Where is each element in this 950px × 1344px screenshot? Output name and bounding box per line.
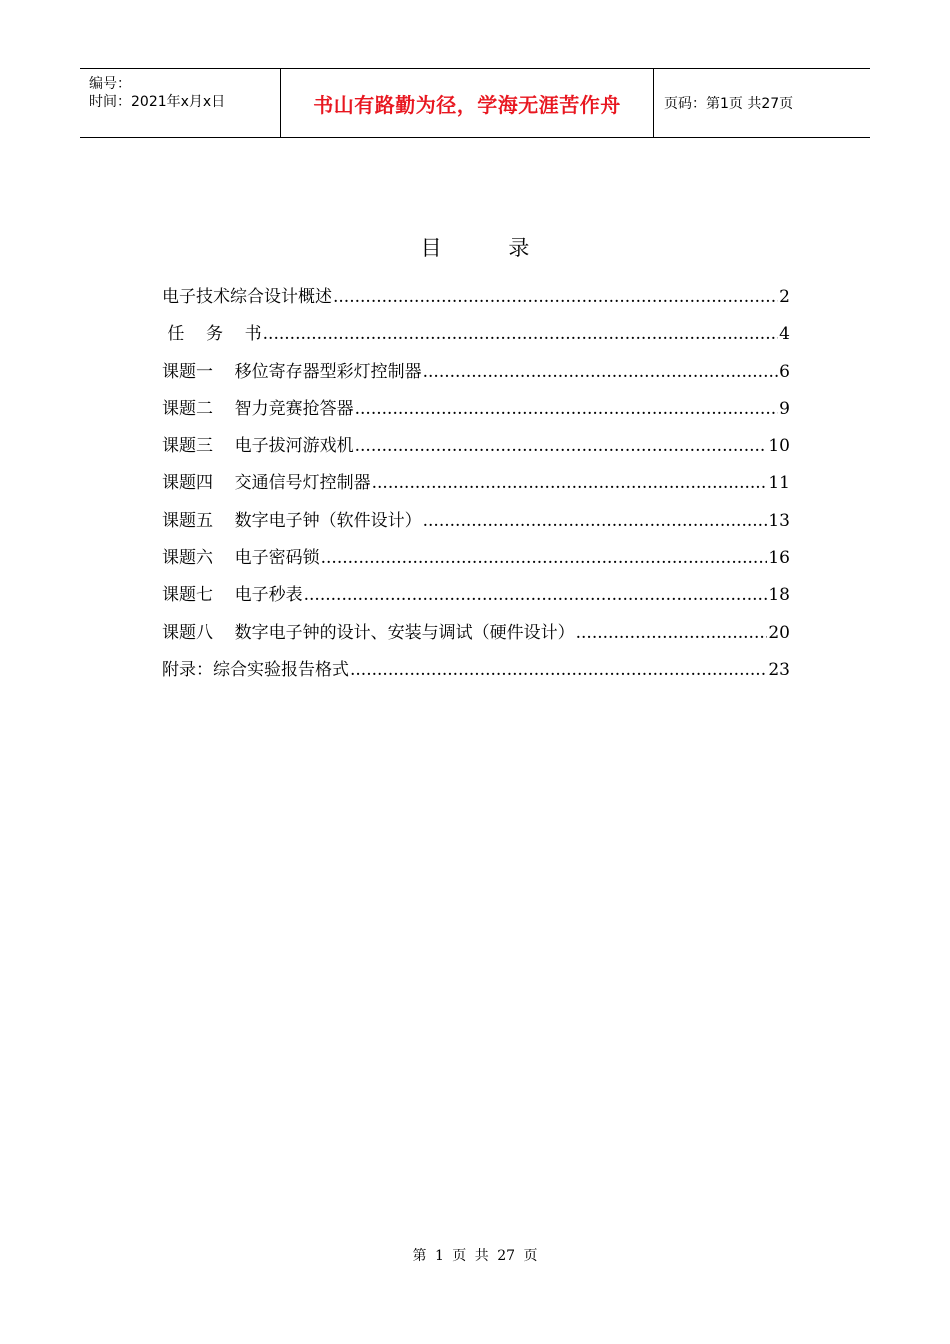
toc-entry-label: 课题三 电子拔河游戏机 [162, 436, 354, 457]
toc-entry[interactable] [162, 394, 790, 431]
toc-dot-leader [333, 287, 778, 307]
document-number-label: 编号： [89, 76, 131, 92]
toc-dot-leader [350, 660, 767, 680]
toc-entry-label: 课题七 电子秒表 [162, 585, 303, 606]
page-footer: 第 1 页 共 27 页 [412, 1248, 538, 1264]
toc-entry-label: 课题二 智力竞赛抢答器 [162, 398, 354, 419]
toc-entry-page: 13 [768, 510, 790, 531]
toc-entry-label: 课题六 电子密码锁 [162, 548, 320, 569]
toc-entry[interactable] [162, 543, 790, 580]
toc-entry[interactable] [162, 468, 790, 505]
toc-entry-page: 6 [779, 361, 790, 382]
page-header [80, 68, 870, 138]
toc-title: 目 录 [420, 236, 560, 260]
toc-entry-label: 附录：综合实验报告格式 [162, 659, 349, 680]
toc-dot-leader [321, 548, 768, 568]
toc-entry-page: 11 [768, 473, 790, 494]
toc-entry-label: 课题五 数字电子钟（软件设计） [162, 510, 422, 531]
toc-entry-page: 18 [768, 585, 790, 606]
toc-entry-label: 课题一 移位寄存器型彩灯控制器 [162, 361, 422, 382]
toc-dot-leader [423, 362, 779, 382]
toc-entry[interactable] [162, 282, 790, 319]
toc-entry-page: 20 [768, 622, 790, 643]
toc-dot-leader [355, 399, 779, 419]
header-page-cell [654, 69, 870, 137]
toc-entry[interactable] [162, 618, 790, 655]
toc-entry[interactable] [162, 431, 790, 468]
toc-dot-leader [423, 511, 768, 531]
toc-dot-leader [355, 436, 768, 456]
document-date: 时间：2021年x月x日 [89, 94, 226, 110]
toc-entry[interactable] [162, 506, 790, 543]
toc-entry-label: 电子技术综合设计概述 [162, 287, 332, 307]
toc-dot-leader [263, 324, 779, 344]
toc-entry-page: 9 [779, 398, 790, 419]
toc-dot-leader [576, 623, 768, 643]
header-page-info: 页码：第1页 共27页 [664, 96, 794, 112]
header-motto-cell [281, 69, 654, 137]
header-meta-cell [80, 69, 281, 137]
toc-entry-page: 16 [768, 548, 790, 569]
toc-entry-page: 2 [779, 287, 790, 307]
toc-dot-leader [304, 585, 768, 605]
toc-entry-page: 4 [779, 324, 790, 345]
toc-entry[interactable] [162, 655, 790, 692]
toc-entry-page: 23 [768, 659, 790, 680]
toc-dot-leader [372, 473, 768, 493]
header-motto: 书山有路勤为径，学海无涯苦作舟 [313, 92, 621, 117]
table-of-contents [162, 282, 790, 692]
toc-entry[interactable] [162, 319, 790, 356]
toc-entry[interactable] [162, 580, 790, 617]
toc-entry[interactable] [162, 357, 790, 394]
toc-entry-page: 10 [768, 436, 790, 457]
toc-entry-label: 课题四 交通信号灯控制器 [162, 473, 371, 494]
toc-entry-label: 任 务 书 [162, 324, 262, 345]
toc-entry-label: 课题八 数字电子钟的设计、安装与调试（硬件设计） [162, 622, 575, 643]
